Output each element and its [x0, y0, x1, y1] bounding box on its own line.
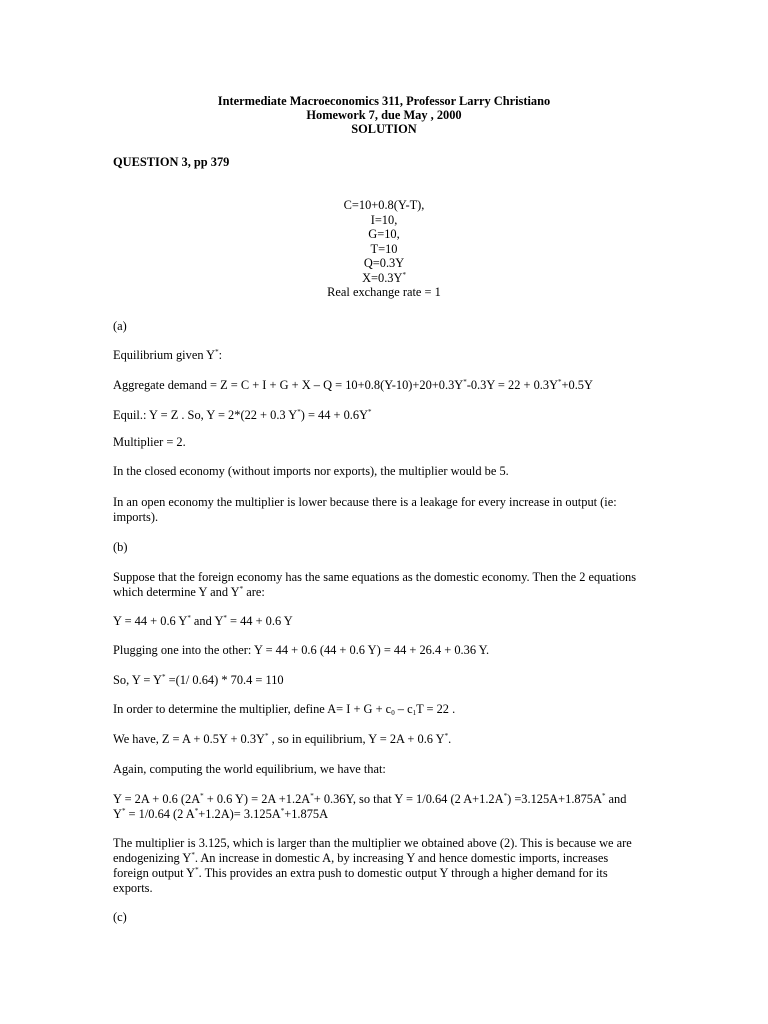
two-equations: Y = 44 + 0.6 Y* and Y* = 44 + 0.6 Y — [113, 614, 293, 628]
course-title: Intermediate Macroeconomics 311, Professor Larry Christiano — [217, 94, 551, 108]
part-b-label: (b) — [113, 540, 128, 554]
world-equilibrium: Y = 2A + 0.6 (2A* + 0.6 Y) = 2A +1.2A*+ 0.36Y, so that Y = 1/0.64 (2 A+1.2A*) =3.125A+1.875A* and Y* = 1/0.64 (2 A*+1.2A)= 3.125A*+1.875A — [113, 792, 627, 821]
eq-exports: X=0.3Y* — [362, 270, 406, 285]
eq-imports: Q=0.3Y — [363, 256, 405, 270]
solution-line: So, Y = Y* =(1/ 0.64) * 70.4 = 110 — [113, 673, 284, 687]
eq-investment: I=10, — [370, 212, 398, 227]
multiplier-explanation: The multiplier is 3.125, which is larger than the multiplier we obtained above (2). This is because we are endogenizing Y*. An increase in domestic A, by increasing Y and hence domestic imports, increases foreign output Y*. This provides an extra push to domestic output Y through a higher demand for its exports. — [113, 836, 632, 895]
again-line: Again, computing the world equilibrium, we have that: — [113, 762, 386, 776]
solution-label: SOLUTION — [351, 122, 417, 136]
homework-line: Homework 7, due May , 2000 — [306, 108, 462, 122]
equilibrium-given: Equilibrium given Y*: — [113, 348, 223, 362]
plugging-line: Plugging one into the other: Y = 44 + 0.6 (44 + 0.6 Y) = 44 + 26.4 + 0.36 Y. — [113, 643, 490, 657]
eq-taxes: T=10 — [370, 241, 398, 256]
closed-economy-line: In the closed economy (without imports nor exports), the multiplier would be 5. — [113, 464, 509, 478]
equilibrium-condition: Equil.: Y = Z . So, Y = 2*(22 + 0.3 Y*) = 44 + 0.6Y* — [113, 408, 372, 422]
eq-government: G=10, — [368, 227, 400, 241]
eq-consumption: C=10+0.8(Y-T), — [343, 198, 425, 212]
document-header — [0, 94, 768, 136]
model-equations — [0, 198, 768, 300]
aggregate-demand: Aggregate demand = Z = C + I + G + X – Q = 10+0.8(Y-10)+20+0.3Y*-0.3Y = 22 + 0.3Y*+0.5Y — [113, 378, 593, 392]
multiplier-line: Multiplier = 2. — [113, 435, 186, 449]
eq-exchange-rate: Real exchange rate = 1 — [327, 285, 441, 299]
open-economy-paragraph: In an open economy the multiplier is lower because there is a leakage for every increase in output (ie: imports). — [113, 495, 617, 524]
question-heading: QUESTION 3, pp 379 — [113, 155, 230, 169]
part-a-label: (a) — [113, 319, 127, 333]
suppose-paragraph: Suppose that the foreign economy has the same equations as the domestic economy. Then the 2 equations which determine Y and Y* are: — [113, 570, 637, 599]
we-have-line: We have, Z = A + 0.5Y + 0.3Y* , so in equilibrium, Y = 2A + 0.6 Y*. — [113, 732, 452, 746]
define-multiplier-line: In order to determine the multiplier, define $A= I + G + c_0 - c_1T = 22$ . — [113, 702, 456, 717]
part-c-label: (c) — [113, 910, 127, 924]
